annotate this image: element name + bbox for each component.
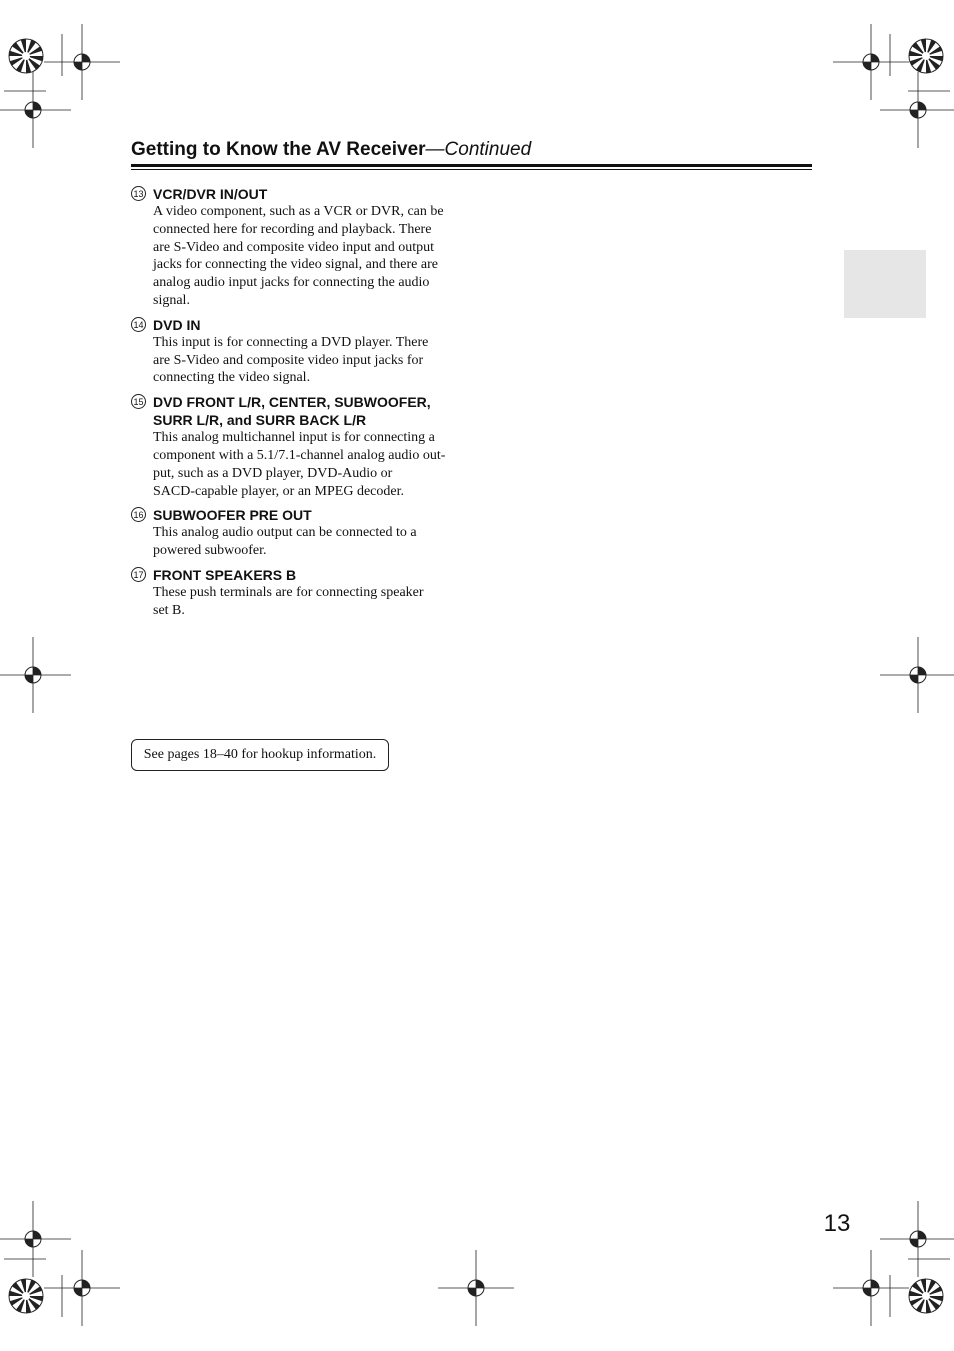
title-line: DVD FRONT L/R, CENTER, SUBWOOFER,: [153, 394, 431, 411]
body-line: connecting the video signal.: [153, 370, 311, 386]
item-title: [153, 506, 461, 524]
item-number: 15: [131, 394, 146, 409]
title-line: DVD IN: [153, 316, 201, 333]
header-rule: [131, 164, 812, 167]
item-title: [153, 185, 461, 203]
body-line: set B.: [153, 602, 185, 618]
list-item: [131, 506, 461, 560]
body-line: signal.: [153, 292, 190, 308]
item-body: [153, 429, 461, 500]
body-line: component with a 5.1/7.1-channel analog audio out-: [153, 447, 446, 463]
page-number: 13: [823, 1210, 851, 1237]
body-line: analog audio input jacks for connecting the audio: [153, 275, 430, 291]
item-title: [153, 393, 461, 429]
body-line: are S-Video and composite video input and output: [153, 239, 435, 255]
item-title: [153, 316, 461, 334]
body-line: jacks for connecting the video signal, and there are: [153, 257, 438, 273]
section-tab: [844, 250, 926, 318]
list-item: [131, 185, 461, 310]
item-body: [153, 203, 461, 310]
title-line: FRONT SPEAKERS B: [153, 566, 297, 583]
item-title: [153, 566, 461, 584]
body-line: SACD-capable player, or an MPEG decoder.: [153, 483, 404, 499]
item-list: [131, 185, 461, 626]
section-header: [131, 139, 812, 161]
body-line: connected here for recording and playback. There: [153, 221, 432, 237]
item-number: 16: [131, 507, 146, 522]
body-line: This analog audio output can be connected to a: [153, 525, 417, 541]
list-item: [131, 393, 461, 500]
header-rule-thin: [131, 169, 812, 170]
title-line: SUBWOOFER PRE OUT: [153, 507, 312, 524]
list-item: [131, 316, 461, 387]
list-item: [131, 566, 461, 620]
body-line: A video component, such as a VCR or DVR, can be: [153, 204, 444, 219]
body-line: These push terminals are for connecting speaker: [153, 584, 424, 600]
continued-label: —Continued: [425, 139, 532, 160]
body-line: This input is for connecting a DVD player. There: [153, 334, 429, 350]
page-title: [131, 139, 812, 161]
item-number: 13: [131, 186, 146, 201]
item-body: [153, 334, 461, 387]
body-line: powered subwoofer.: [153, 543, 267, 559]
body-line: are S-Video and composite video input jacks for: [153, 352, 424, 368]
title-line: SURR L/R, and SURR BACK L/R: [153, 412, 367, 429]
body-line: put, such as a DVD player, DVD-Audio or: [153, 465, 393, 481]
hookup-note: See pages 18–40 for hookup information.: [131, 739, 389, 771]
item-number: 14: [131, 317, 146, 332]
item-body: [153, 584, 461, 620]
body-line: This analog multichannel input is for connecting a: [153, 430, 435, 446]
title-text: Getting to Know the AV Receiver: [131, 139, 426, 160]
title-line: VCR/DVR IN/OUT: [153, 186, 268, 202]
item-number: 17: [131, 567, 146, 582]
item-body: [153, 524, 461, 560]
